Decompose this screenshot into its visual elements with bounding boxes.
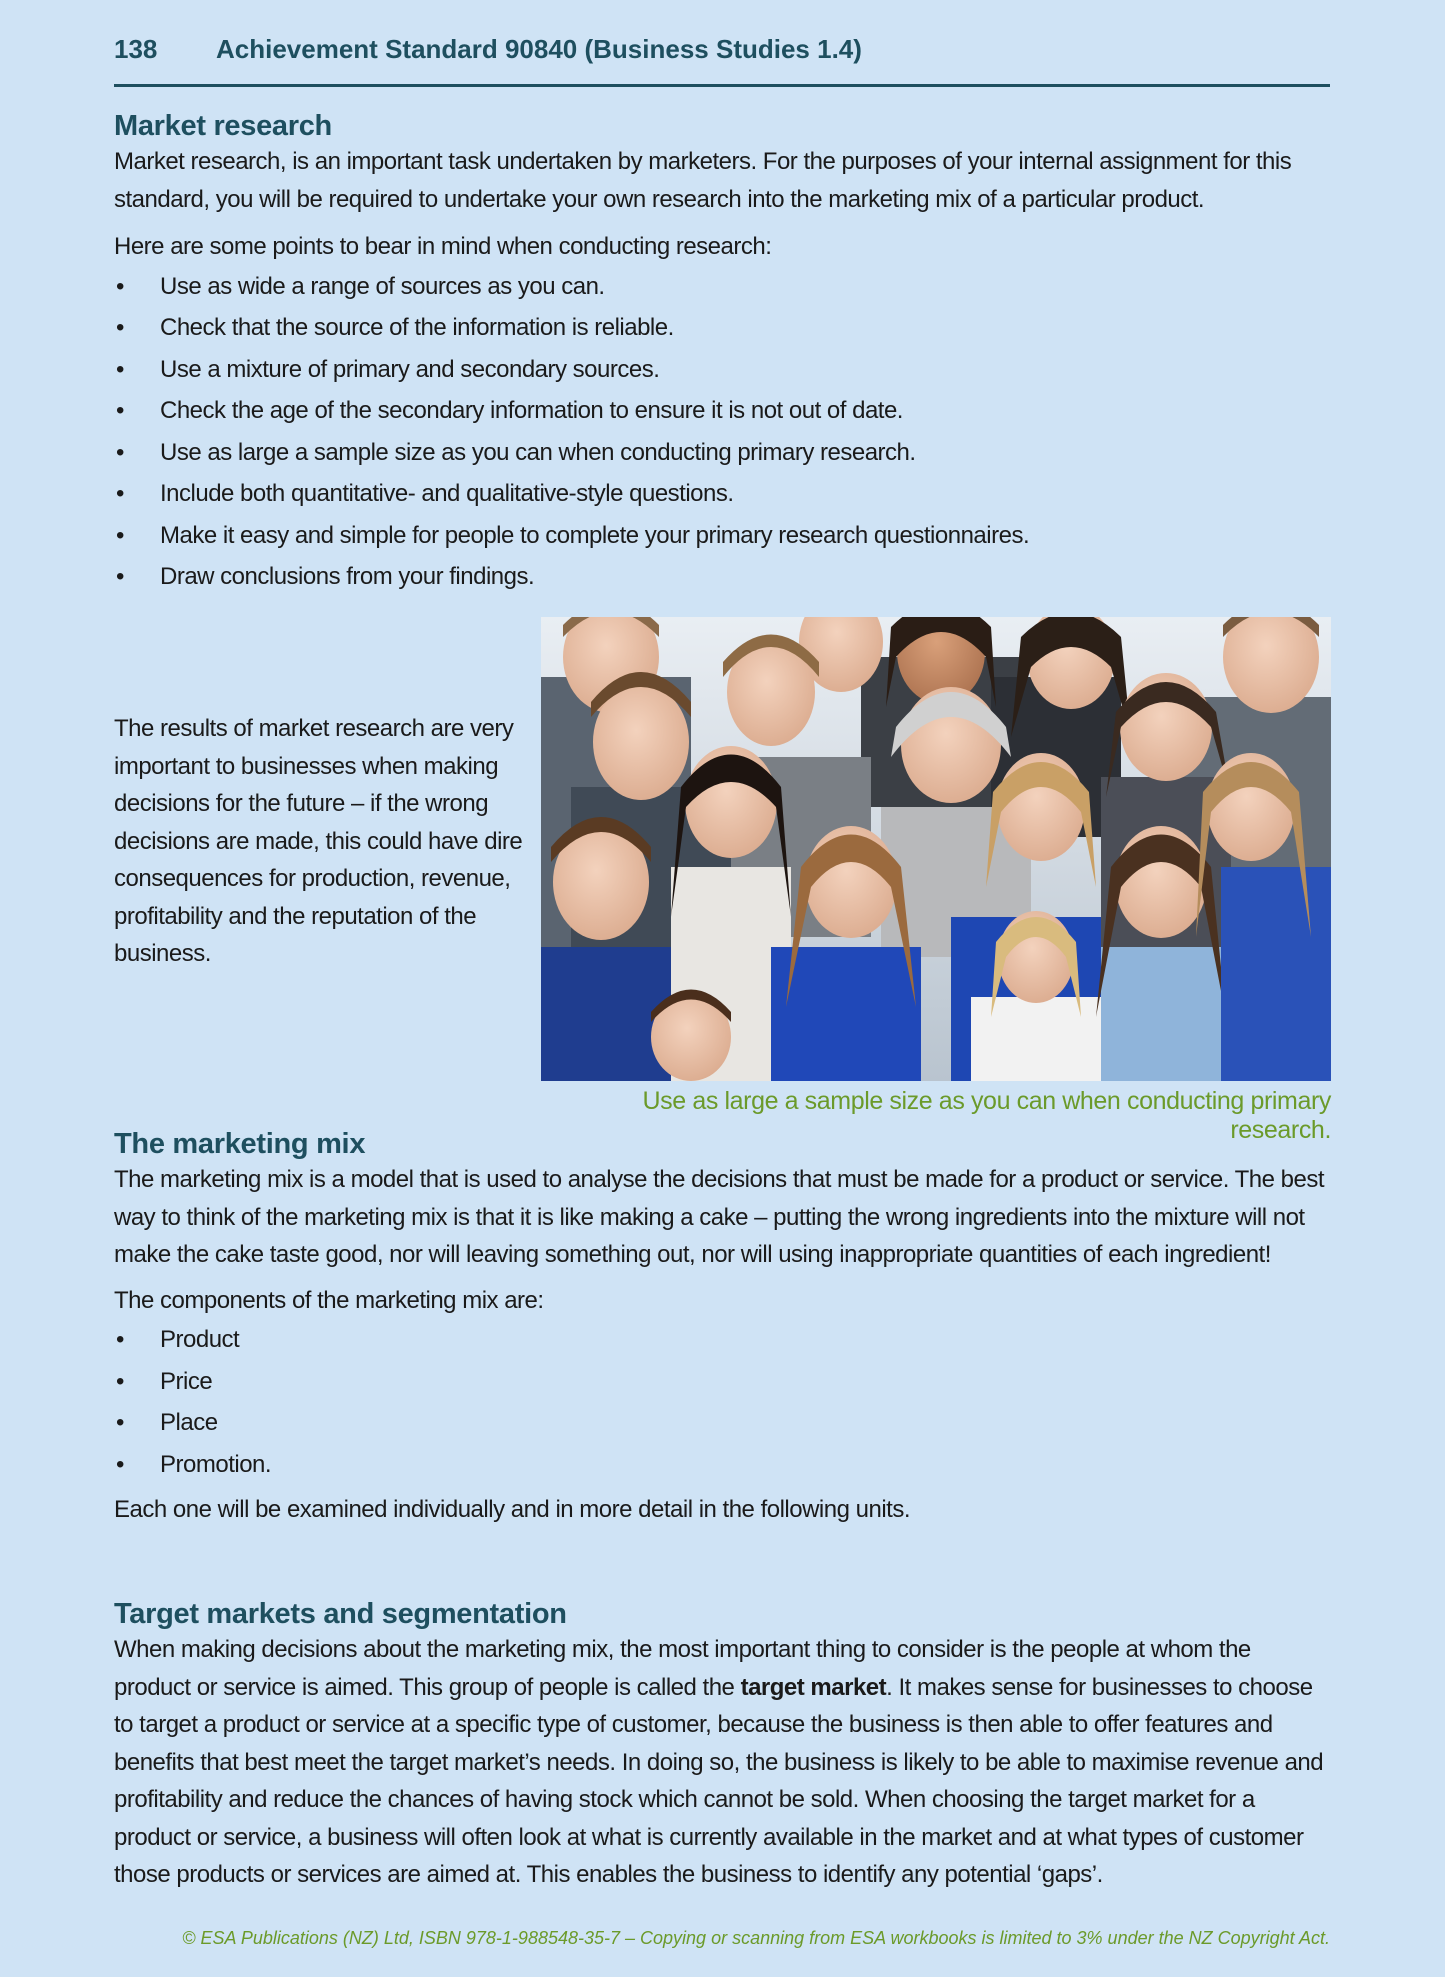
list-item: • Include both quantitative- and qualitative-style questions. <box>114 473 1330 515</box>
marketing-mix-intro: The marketing mix is a model that is used to analyse the decisions that must be made for a product or service. The best way to think of the marketing mix is that it is like making a cake – putting the wrong ingredients into the mixture will not make the cake taste good, nor will leaving something out, nor will using inappropriate quantities of each ingredient! <box>114 1166 1325 1268</box>
bullet-icon: • <box>116 355 124 383</box>
bullet-icon: • <box>116 314 124 341</box>
bullet-icon: • <box>116 563 124 590</box>
bullet-icon: • <box>116 1326 124 1353</box>
research-points-intro: Here are some points to bear in mind when conducting research: <box>114 233 772 260</box>
marketing-mix-heading: The marketing mix <box>114 1128 366 1160</box>
page-number: 138 <box>114 34 158 64</box>
list-item: • Price <box>114 1361 1330 1403</box>
components-list <box>114 1319 1330 1485</box>
market-research-section <box>114 110 1330 598</box>
bullet-icon: • <box>116 1409 124 1436</box>
photo-caption: Use as large a sample size as you can when conducting primary research. <box>642 1087 1331 1144</box>
list-item: • Use as large a sample size as you can when conducting primary research. <box>114 432 1330 474</box>
market-research-heading: Market research <box>114 110 332 142</box>
target-markets-heading: Target markets and segmentation <box>114 1598 567 1630</box>
list-item: • Check the age of the secondary information to ensure it is not out of date. <box>114 390 1330 432</box>
crowd-photo <box>541 617 1331 1081</box>
list-item: • Promotion. <box>114 1444 1330 1486</box>
target-markets-section <box>114 1598 1330 1894</box>
bullet-icon: • <box>116 397 124 424</box>
page-header <box>114 30 1330 87</box>
bullet-icon: • <box>116 1450 124 1478</box>
copyright-footer: © ESA Publications (NZ) Ltd, ISBN 978-1-988548-35-7 – Copying or scanning from ESA workbooks is limited to 3% under the NZ Copyright Act. <box>182 1928 1330 1948</box>
list-item: • Product <box>114 1319 1330 1361</box>
list-item: • Use as wide a range of sources as you can. <box>114 266 1330 308</box>
bullet-icon: • <box>116 1367 124 1395</box>
list-item: • Place <box>114 1402 1330 1444</box>
components-intro: The components of the marketing mix are: <box>114 1286 544 1314</box>
target-markets-body: When making decisions about the marketing mix, the most important thing to consider is the people at whom the product or service is aimed. This group of people is called the target market. It makes sense for businesses to choose to target a product or service at a specific type of customer, because the business is then able to offer features and benefits that best meet the target market’s needs. In doing so, the business is likely to be able to maximise revenue and profitability and reduce the chances of having stock which cannot be sold. When choosing the target market for a product or service, a business will often look at what is currently available in the market and at what types of customer those products or services are aimed at. This enables the business to identify any potential ‘gaps’. <box>114 1636 1324 1888</box>
bullet-icon: • <box>116 438 124 466</box>
bullet-icon: • <box>116 272 124 300</box>
research-points-list <box>114 266 1330 598</box>
list-item: • Make it easy and simple for people to complete your primary research questionnaires. <box>114 515 1330 557</box>
market-research-intro: Market research, is an important task undertaken by marketers. For the purposes of your internal assignment for this standard, you will be required to undertake your own research into the marketing mix of a particular product. <box>114 148 1292 213</box>
standard-title: Achievement Standard 90840 (Business Studies 1.4) <box>216 34 862 64</box>
list-item: • Check that the source of the information is reliable. <box>114 307 1330 349</box>
bullet-icon: • <box>116 480 124 507</box>
bullet-icon: • <box>116 521 124 549</box>
marketing-mix-section <box>114 1128 1330 1529</box>
market-research-side-text: The results of market research are very important to businesses when making decisions for the future – if the wrong decisions are made, this could have dire consequences for production, revenue, profitability and the reputation of the business. <box>114 715 523 967</box>
target-market-keyword: target market <box>740 1673 887 1701</box>
list-item: • Draw conclusions from your findings. <box>114 556 1330 598</box>
list-item: • Use a mixture of primary and secondary sources. <box>114 349 1330 391</box>
marketing-mix-closing: Each one will be examined individually and in more detail in the following units. <box>114 1496 910 1523</box>
